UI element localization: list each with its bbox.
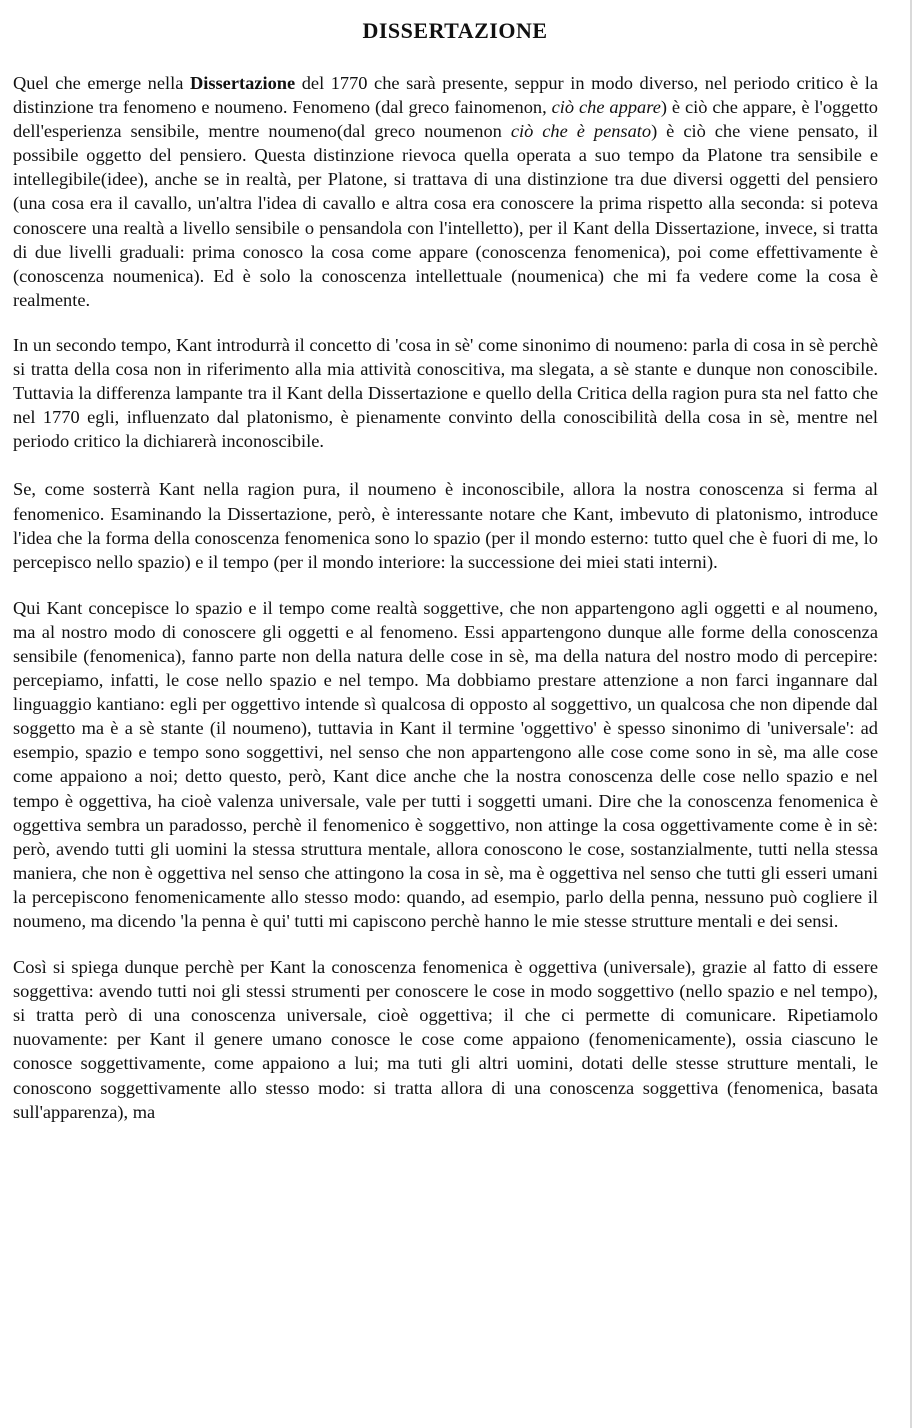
paragraph-3 <box>13 477 878 573</box>
paragraph-text: Quel che emerge nella <box>13 73 190 93</box>
paragraph-2 <box>13 333 878 453</box>
paragraph-5 <box>13 955 878 1124</box>
paragraph-italic-term: ciò che appare <box>551 97 661 118</box>
paragraph-4 <box>13 596 878 933</box>
paragraph-text: ) è ciò che appare, è l'oggetto dell'esperienza sensibile, mentre noumeno(dal greco noumenon <box>13 97 878 142</box>
paragraph-text: Se, come sosterrà Kant nella ragion pura, il noumeno è inconoscibile, allora la nostra conoscenza si ferma al fenomenico. Esaminando la Dissertazione, però, è interessante notare che Kant, imbevuto di platonismo, introduce l'idea che la forma della conoscenza fenomenica sono lo spazio (per il mondo esterno: tutto quel che è fuori di me, lo percepisco nello spazio) e il tempo (per il mondo interiore: la successione dei miei stati interni). <box>13 479 878 572</box>
paragraph-1 <box>13 71 878 312</box>
paragraph-italic-term: ciò che è pensato <box>510 121 652 142</box>
paragraph-text: Così si spiega dunque perchè per Kant la conoscenza fenomenica è oggettiva (universale), grazie al fatto di essere soggettiva: avendo tutti noi gli stessi strumenti per conoscere le cose in modo soggettivo (nello spazio e nel tempo), si tratta però di una conoscenza universale, cioè oggettiva; il che ci permette di comunicare. Ripetiamolo nuovamente: per Kant il genere umano conosce le cose come appaiono (fenomenicamente), ossia ciascuno le conosce soggettivamente, come appaiono a lui; ma tuti gli altri uomini, dotati delle stesse strutture mentali, le conoscono soggettivamente allo stesso modo: si tratta allora di una conoscenza soggettiva (fenomenica, basata sull'apparenza), ma <box>13 957 878 1122</box>
paragraph-text: Qui Kant concepisce lo spazio e il tempo come realtà soggettive, che non appartengono agli oggetti e al noumeno, ma al nostro modo di conoscere gli oggetti e al fenomeno. Essi appartengono dunque alle forme della conoscenza sensibile (fenomenica), fanno parte non della natura delle cose in sè, ma della natura del nostro modo di percepire: percepiamo, infatti, le cose nello spazio e nel tempo. Ma dobbiamo prestare attenzione a non farci ingannare dal linguaggio kantiano: egli per oggettivo intende sì qualcosa di opposto al soggettivo, un qualcosa che non dipende dal soggetto ma è a sè stante (il noumeno), tuttavia in Kant il termine 'oggettivo' è spesso sinonimo di 'universale': ad esempio, spazio e tempo sono soggettivi, nel senso che non appartengono alle cose come sono in sè, ma alle cose come appaiono a noi; detto questo, però, Kant dice anche che la nostra conoscenza delle cose nello spazio e nel tempo è oggettiva, ha cioè valenza universale, vale per tutti i soggetti umani. Dire che la conoscenza fenomenica è oggettiva sembra un paradosso, perchè il fenomenico è soggettivo, non attinge la cosa oggettivamente come è in sè: però, avendo tutti gli uomini la stessa struttura mentale, allora conoscono le cose, sostanzialmente, tutti nella stessa maniera, che non è oggettiva nel senso che attingono la cosa in sè, ma è oggettiva nel senso che tutti gli esseri umani la percepiscono fenomenicamente allo stesso modo: quando, ad esempio, parlo della penna, nessuno può cogliere il noumeno, ma dicendo 'la penna è qui' tutti mi capiscono perchè hanno le mie stesse strutture mentali e dei sensi. <box>13 597 878 931</box>
paragraph-text: ) è ciò che viene pensato, il possibile oggetto del pensiero. Questa distinzione rievoca quella operata a suo tempo da Platone tra sensibile e intellegibile(idee), anche se in realtà, per Platone, si trattava di una distinzione tra due diversi oggetti del pensiero (una cosa era il cavallo, un'altra l'idea di cavallo e altra cosa era conoscere la prima rispetto alla seconda: si poteva conoscere una realtà a livello sensibile o pensandola con l'intelletto), per il Kant della Dissertazione, invece, si tratta di due livelli graduali: prima conosco la cosa come appare (conoscenza fenomenica), poi come effettivamente è (conoscenza noumenica). Ed è solo la conoscenza intellettuale (noumenica) che mi fa vedere come la cosa è realmente. <box>13 121 878 310</box>
document-body <box>13 71 878 1124</box>
document-title: DISSERTAZIONE <box>362 18 548 43</box>
paragraph-bold-term: Dissertazione <box>189 73 296 93</box>
paragraph-text: In un secondo tempo, Kant introdurrà il concetto di 'cosa in sè' come sinonimo di noumeno: parla di cosa in sè perchè si tratta della cosa non in riferimento alla mia attività conoscitiva, ma slegata, a sè stante e dunque non conoscibile. Tuttavia la differenza lampante tra il Kant della Dissertazione e quello della Critica della ragion pura sta nel fatto che nel 1770 egli, influenzato dal platonismo, è pienamente convinto della conoscibilità della cosa in sè, mentre nel periodo critico la dichiarerà inconoscibile. <box>13 334 878 452</box>
paragraph-text: del 1770 che sarà presente, seppur in modo diverso, nel periodo critico è la distinzione tra fenomeno e noumeno. Fenomeno (dal greco fainomenon, <box>13 73 878 118</box>
